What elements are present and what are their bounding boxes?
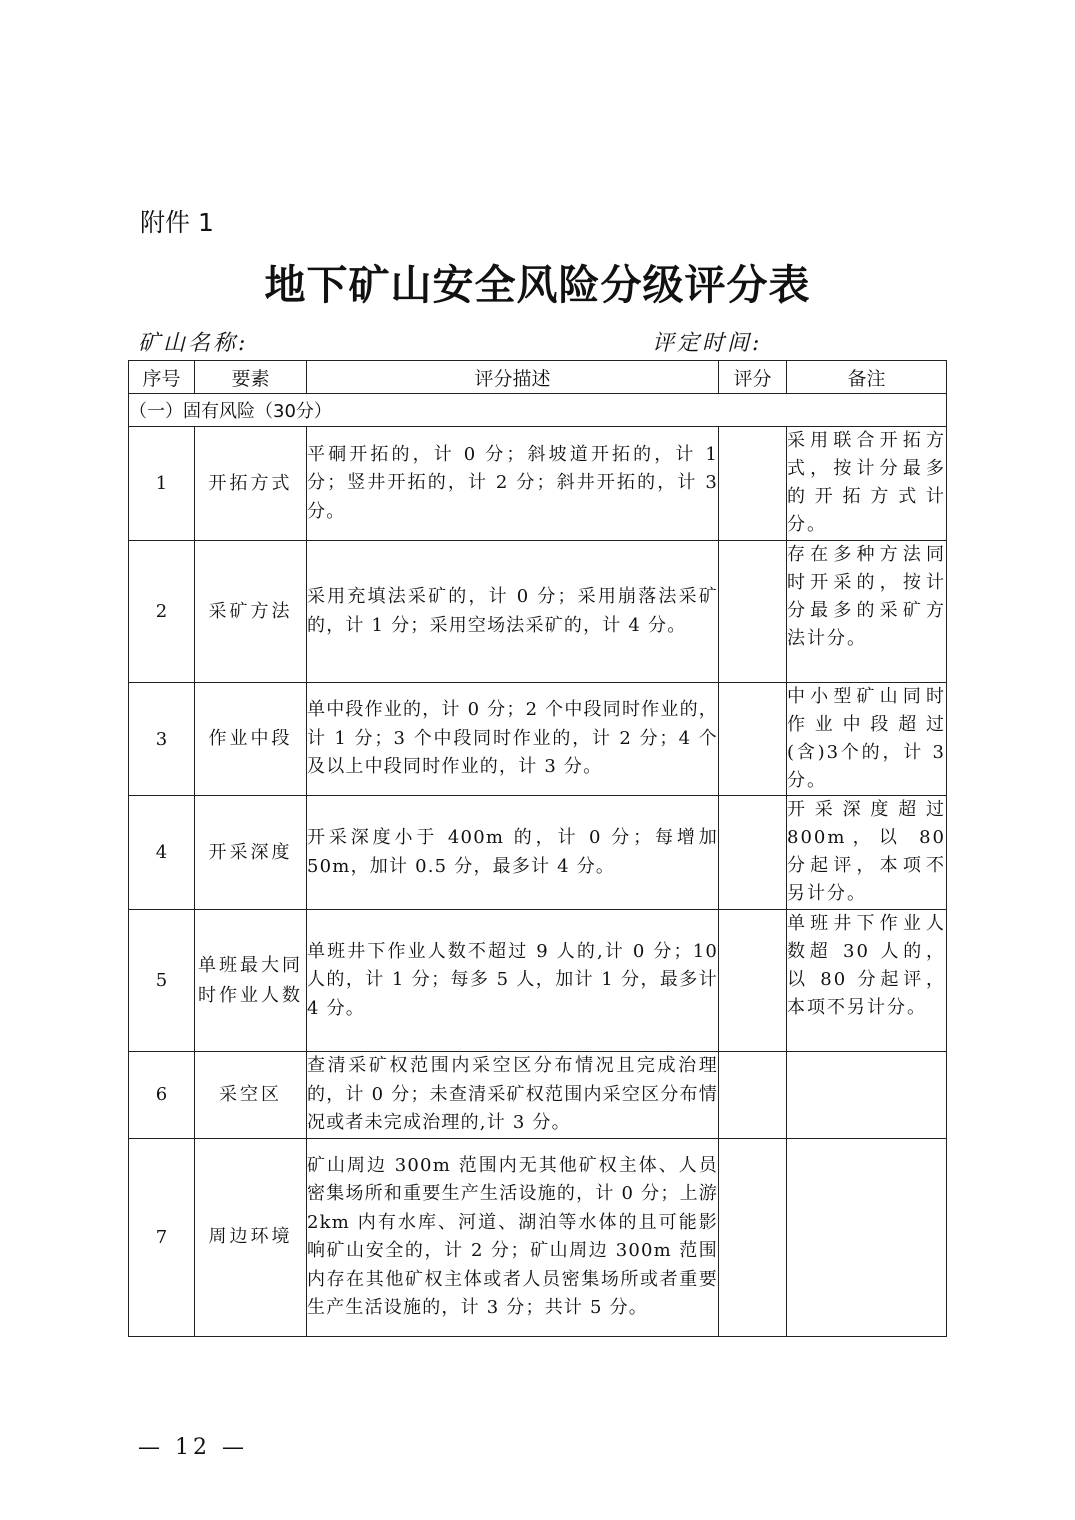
row-score[interactable] bbox=[719, 796, 787, 910]
table-row bbox=[129, 910, 947, 1052]
row-score[interactable] bbox=[719, 683, 787, 796]
row-note bbox=[787, 1052, 947, 1139]
row-description: 查清采矿权范围内采空区分布情况且完成治理的，计 0 分；未查清采矿权范围内采空区分布情况或者未完成治理的,计 3 分。 bbox=[307, 1052, 719, 1139]
row-no: 3 bbox=[129, 683, 195, 796]
page-title: 地下矿山安全风险分级评分表 bbox=[264, 261, 811, 309]
table-row bbox=[129, 427, 947, 541]
attachment-label: 附件 1 bbox=[140, 208, 214, 237]
row-description: 矿山周边 300m 范围内无其他矿权主体、人员密集场所和重要生产生活设施的，计 0 分；上游 2km 内有水库、河道、湖泊等水体的且可能影响矿山安全的，计 2 分；矿山周边 300m 范围内存在其他矿权主体或者人员密集场所或者重要生产生活设施的，计 3 分；共计 5 分。 bbox=[307, 1138, 719, 1336]
row-no: 6 bbox=[129, 1052, 195, 1139]
section-title: （一）固有风险（30分） bbox=[129, 394, 947, 427]
risk-score-table bbox=[128, 360, 947, 1337]
row-note: 开采深度超过800m，以 80 分起评，本项不另计分。 bbox=[787, 796, 947, 910]
row-score[interactable] bbox=[719, 541, 787, 683]
row-note: 中小型矿山同时作业中段超过(含)3个的，计 3 分。 bbox=[787, 683, 947, 796]
row-no: 7 bbox=[129, 1138, 195, 1336]
row-description: 采用充填法采矿的，计 0 分；采用崩落法采矿的，计 1 分；采用空场法采矿的，计 4 分。 bbox=[307, 541, 719, 683]
row-score[interactable] bbox=[719, 427, 787, 541]
row-element: 周边环境 bbox=[195, 1138, 307, 1336]
row-note: 单班井下作业人数超 30 人的，以 80 分起评，本项不另计分。 bbox=[787, 910, 947, 1052]
row-element: 采矿方法 bbox=[195, 541, 307, 683]
table-row bbox=[129, 796, 947, 910]
row-note bbox=[787, 1138, 947, 1336]
row-description: 单班井下作业人数不超过 9 人的,计 0 分；10 人的，计 1 分；每多 5 人，加计 1 分，最多计 4 分。 bbox=[307, 910, 719, 1052]
table-header-row bbox=[129, 361, 947, 394]
header-score: 评分 bbox=[719, 361, 787, 394]
header-no: 序号 bbox=[129, 361, 195, 394]
row-element: 开采深度 bbox=[195, 796, 307, 910]
header-note: 备注 bbox=[787, 361, 947, 394]
row-no: 4 bbox=[129, 796, 195, 910]
table-row bbox=[129, 541, 947, 683]
row-note: 采用联合开拓方式，按计分最多的开拓方式计分。 bbox=[787, 427, 947, 541]
row-no: 1 bbox=[129, 427, 195, 541]
row-no: 5 bbox=[129, 910, 195, 1052]
row-no: 2 bbox=[129, 541, 195, 683]
page-number: — 12 — bbox=[138, 1435, 248, 1460]
row-score[interactable] bbox=[719, 910, 787, 1052]
row-description: 单中段作业的，计 0 分；2 个中段同时作业的，计 1 分；3 个中段同时作业的，计 2 分；4 个及以上中段同时作业的，计 3 分。 bbox=[307, 683, 719, 796]
table-row bbox=[129, 683, 947, 796]
table-row bbox=[129, 1052, 947, 1139]
table-row bbox=[129, 1138, 947, 1336]
row-score[interactable] bbox=[719, 1052, 787, 1139]
row-element: 开拓方式 bbox=[195, 427, 307, 541]
row-description: 开采深度小于 400m 的，计 0 分；每增加 50m，加计 0.5 分，最多计 4 分。 bbox=[307, 796, 719, 910]
header-element: 要素 bbox=[195, 361, 307, 394]
mine-name-label: 矿山名称: bbox=[138, 331, 249, 356]
row-element: 采空区 bbox=[195, 1052, 307, 1139]
row-element: 单班最大同时作业人数 bbox=[195, 910, 307, 1052]
assess-time-label: 评定时间: bbox=[652, 331, 763, 356]
header-description: 评分描述 bbox=[307, 361, 719, 394]
row-element: 作业中段 bbox=[195, 683, 307, 796]
section-row bbox=[129, 394, 947, 427]
row-description: 平硐开拓的，计 0 分；斜坡道开拓的，计 1 分；竖井开拓的，计 2 分；斜井开拓的，计 3 分。 bbox=[307, 427, 719, 541]
row-note: 存在多种方法同时开采的，按计分最多的采矿方法计分。 bbox=[787, 541, 947, 683]
row-score[interactable] bbox=[719, 1138, 787, 1336]
